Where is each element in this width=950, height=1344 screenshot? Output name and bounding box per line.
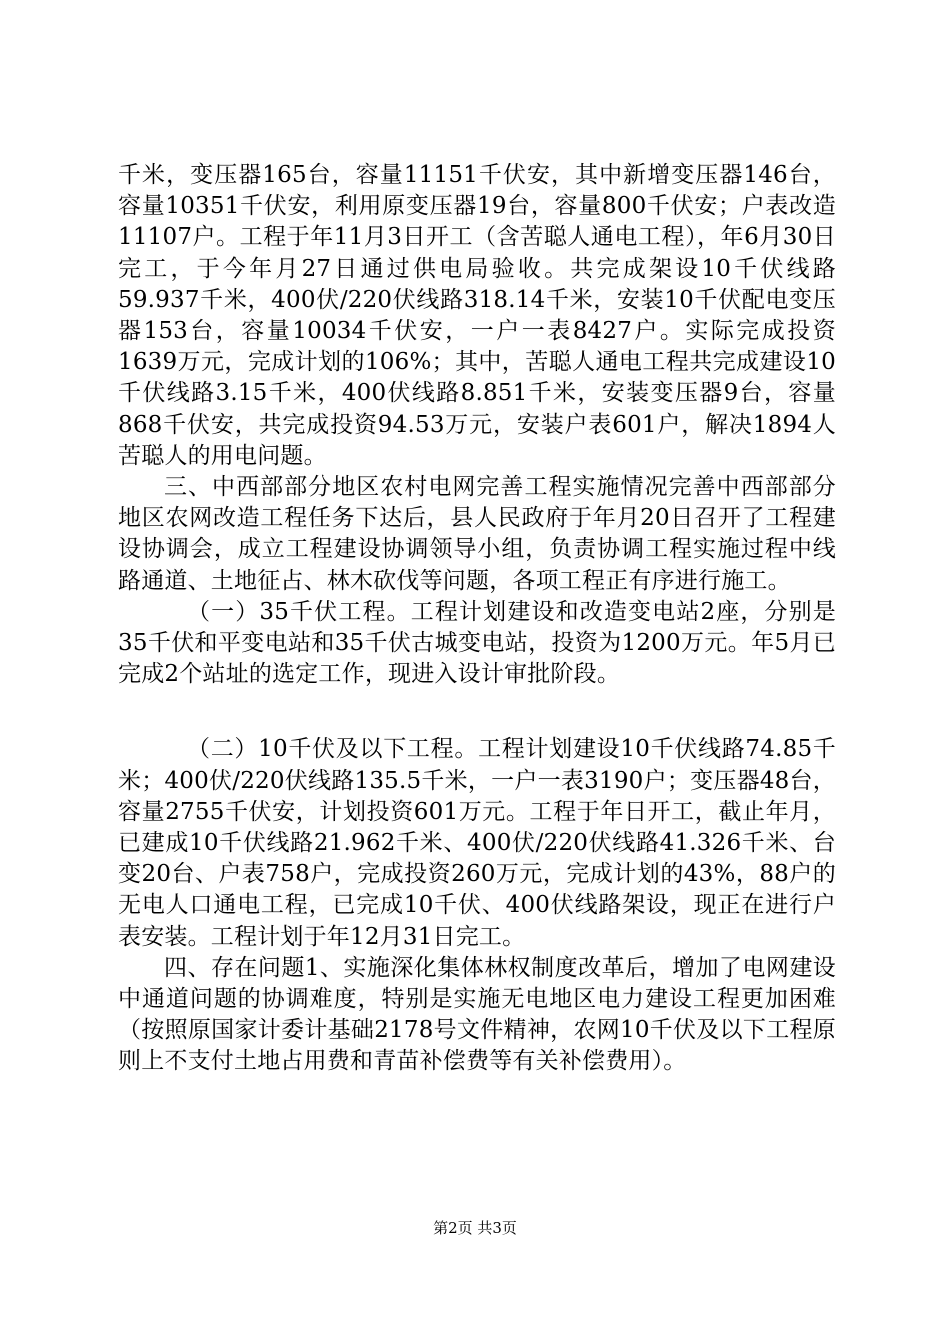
paragraph-35kv-project: （一）35千伏工程。工程计划建设和改造变电站2座，分别是35千伏和平变电站和35千伏古城变电站，投资为1200万元。年5月已完成2个站址的选定工作，现进入设计审批阶段。	[118, 598, 836, 688]
paragraph-section-four: 四、存在问题1、实施深化集体林权制度改革后，增加了电网建设中通道问题的协调难度，特别是实施无电地区电力建设工程更加困难（按照原国家计委计基础2178号文件精神，农网10千伏及以下工程原则上不支付土地占用费和青苗补偿费等有关补偿费用）。	[118, 954, 836, 1075]
page-number-footer: 第2页 共3页	[433, 1219, 517, 1237]
document-body	[118, 160, 836, 1078]
paragraph-continued-statistics: 千米，变压器165台，容量11151千伏安，其中新增变压器146台，容量10351千伏安，利用原变压器19台，容量800千伏安；户表改造11107户。工程于年11月3日开工（含苦聪人通电工程），年6月30日完工，于今年月27日通过供电局验收。共完成架设10千伏线路59.937千米，400伏/220伏线路318.14千米，安装10千伏配电变压器153台，容量10034千伏安，一户一表8427户。实际完成投资1639万元，完成计划的106%；其中，苦聪人通电工程共完成建设10千伏线路3.15千米，400伏线路8.851千米，安装变压器9台，容量868千伏安，共完成投资94.53万元，安装户表601户，解决1894人苦聪人的用电问题。	[118, 162, 836, 469]
paragraph-10kv-project: （二）10千伏及以下工程。工程计划建设10千伏线路74.85千米；400伏/220伏线路135.5千米，一户一表3190户；变压器48台，容量2755千伏安，计划投资601万元。工程于年日开工，截止年月，已建成10千伏线路21.962千米、400伏/220伏线路41.326千米、台变20台、户表758户，完成投资260万元，完成计划的43%，88户的无电人口通电工程，已完成10千伏、400伏线路架设，现正在进行户表安装。工程计划于年12月31日完工。	[118, 736, 836, 950]
paragraph-section-three: 三、中西部部分地区农村电网完善工程实施情况完善中西部部分地区农网改造工程任务下达后，县人民政府于年月20日召开了工程建设协调会，成立工程建设协调领导小组，负责协调工程实施过程中线路通道、土地征占、林木砍伐等问题，各项工程正有序进行施工。	[118, 474, 836, 594]
